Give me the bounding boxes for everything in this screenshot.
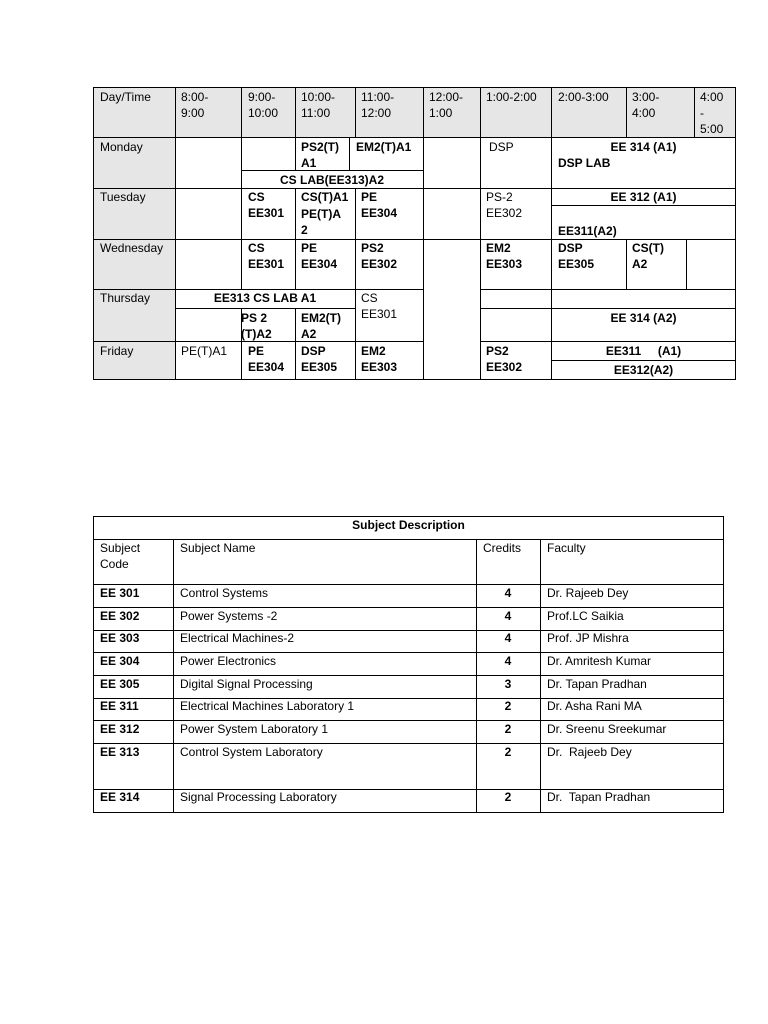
header-slot-2: 2:00-3:00 bbox=[558, 90, 609, 104]
timetable bbox=[0, 0, 768, 400]
tuesday-ee312: EE 312 (A1) bbox=[610, 190, 677, 204]
tuesday-ee311: EE311(A2) bbox=[558, 224, 617, 238]
header-slot-12: 12:00- 1:00 bbox=[429, 90, 464, 120]
subject-credits: 2 bbox=[504, 790, 512, 804]
header-slot-1: 1:00-2:00 bbox=[486, 90, 537, 104]
subject-credits: 4 bbox=[504, 586, 512, 600]
thursday-9-ps2t: PS 2 (T)A2 bbox=[241, 311, 272, 341]
day-friday: Friday bbox=[100, 344, 134, 358]
subject-name: Electrical Machines Laboratory 1 bbox=[180, 699, 355, 713]
subject-faculty: Dr. Tapan Pradhan bbox=[547, 790, 651, 804]
monday-dsp: DSP bbox=[489, 140, 514, 154]
subject-name: Control Systems bbox=[180, 586, 269, 600]
subject-code: EE 302 bbox=[100, 609, 140, 623]
subject-code: EE 304 bbox=[100, 654, 140, 668]
tuesday-11-pe: PE EE304 bbox=[361, 190, 398, 220]
monday-11-em2t: EM2(T)A1 bbox=[356, 140, 412, 154]
subject-name: Electrical Machines-2 bbox=[180, 631, 295, 645]
header-subject-name: Subject Name bbox=[180, 541, 256, 555]
subject-code: EE 303 bbox=[100, 631, 140, 645]
tuesday-1-ps2: PS-2 EE302 bbox=[486, 190, 523, 220]
header-day-time: Day/Time bbox=[100, 90, 151, 104]
subject-code: EE 301 bbox=[100, 586, 140, 600]
header-credits: Credits bbox=[483, 541, 522, 555]
subject-faculty: Dr. Asha Rani MA bbox=[547, 699, 642, 713]
subject-code: EE 314 bbox=[100, 790, 140, 804]
header-slot-11: 11:00- 12:00 bbox=[361, 90, 395, 120]
subject-code: EE 311 bbox=[100, 699, 139, 713]
header-subject-code: Subject Code bbox=[100, 541, 141, 571]
monday-ee314: EE 314 (A1) bbox=[610, 140, 677, 154]
header-faculty: Faculty bbox=[547, 541, 586, 555]
subject-code: EE 313 bbox=[100, 745, 140, 759]
subject-faculty: Prof. JP Mishra bbox=[547, 631, 629, 645]
friday-8-pet: PE(T)A1 bbox=[181, 344, 228, 358]
friday-ee312: EE312(A2) bbox=[613, 363, 674, 377]
subject-credits: 4 bbox=[504, 654, 512, 668]
monday-10-ps2t: PS2(T) A1 bbox=[301, 140, 340, 170]
tuesday-9-cs: CS EE301 bbox=[248, 190, 285, 220]
subject-table-title: Subject Description bbox=[352, 518, 465, 532]
tuesday-10-cst: CS(T)A1 bbox=[301, 190, 349, 204]
subject-table bbox=[0, 500, 768, 830]
subject-faculty: Dr. Rajeeb Dey bbox=[547, 745, 632, 759]
subject-name: Control System Laboratory bbox=[180, 745, 323, 759]
friday-11-em2: EM2 EE303 bbox=[361, 344, 398, 374]
wednesday-3-cst: CS(T) A2 bbox=[632, 241, 664, 271]
header-slot-8: 8:00- 9:00 bbox=[181, 90, 209, 120]
wednesday-1-em2: EM2 EE303 bbox=[486, 241, 523, 271]
friday-ee311: EE311 (A1) bbox=[605, 344, 682, 358]
thursday-ee314: EE 314 (A2) bbox=[610, 311, 677, 325]
day-thursday: Thursday bbox=[100, 291, 151, 305]
thursday-ee313: EE313 CS LAB A1 bbox=[213, 291, 317, 305]
subject-name: Power Electronics bbox=[180, 654, 277, 668]
subject-faculty: Prof.LC Saikia bbox=[547, 609, 624, 623]
subject-faculty: Dr. Tapan Pradhan bbox=[547, 677, 647, 691]
day-monday: Monday bbox=[100, 140, 143, 154]
header-slot-9: 9:00- 10:00 bbox=[248, 90, 279, 120]
header-slot-4: 4:00 - 5:00 bbox=[700, 90, 724, 136]
subject-credits: 2 bbox=[504, 699, 512, 713]
subject-name: Signal Processing Laboratory bbox=[180, 790, 337, 804]
header-slot-10: 10:00- 11:00 bbox=[301, 90, 336, 120]
subject-faculty: Dr. Sreenu Sreekumar bbox=[547, 722, 667, 736]
wednesday-10-pe: PE EE304 bbox=[301, 241, 338, 271]
monday-dsp-lab: DSP LAB bbox=[558, 156, 611, 170]
day-wednesday: Wednesday bbox=[100, 241, 164, 255]
subject-faculty: Dr. Amritesh Kumar bbox=[547, 654, 652, 668]
subject-credits: 4 bbox=[504, 631, 512, 645]
subject-name: Power System Laboratory 1 bbox=[180, 722, 329, 736]
subject-name: Power Systems -2 bbox=[180, 609, 278, 623]
subject-credits: 4 bbox=[504, 609, 512, 623]
day-tuesday: Tuesday bbox=[100, 190, 146, 204]
thursday-11-cs: CS EE301 bbox=[361, 291, 398, 321]
subject-credits: 2 bbox=[504, 722, 512, 736]
friday-1-ps2: PS2 EE302 bbox=[486, 344, 523, 374]
subject-credits: 3 bbox=[504, 677, 512, 691]
subject-credits: 2 bbox=[504, 745, 512, 759]
monday-cs-lab: CS LAB(EE313)A2 bbox=[279, 173, 385, 187]
wednesday-11-ps2: PS2 EE302 bbox=[361, 241, 398, 271]
subject-faculty: Dr. Rajeeb Dey bbox=[547, 586, 629, 600]
subject-name: Digital Signal Processing bbox=[180, 677, 313, 691]
header-slot-3: 3:00- 4:00 bbox=[632, 90, 660, 120]
friday-10-dsp: DSP EE305 bbox=[301, 344, 338, 374]
wednesday-9-cs: CS EE301 bbox=[248, 241, 285, 271]
thursday-10-em2t: EM2(T) A2 bbox=[301, 311, 341, 341]
subject-code: EE 305 bbox=[100, 677, 140, 691]
subject-code: EE 312 bbox=[100, 722, 140, 736]
tuesday-10-pet: PE(T)A 2 bbox=[301, 207, 341, 237]
friday-9-pe: PE EE304 bbox=[248, 344, 285, 374]
wednesday-2-dsp: DSP EE305 bbox=[558, 241, 595, 271]
timetable-border bbox=[93, 87, 736, 380]
